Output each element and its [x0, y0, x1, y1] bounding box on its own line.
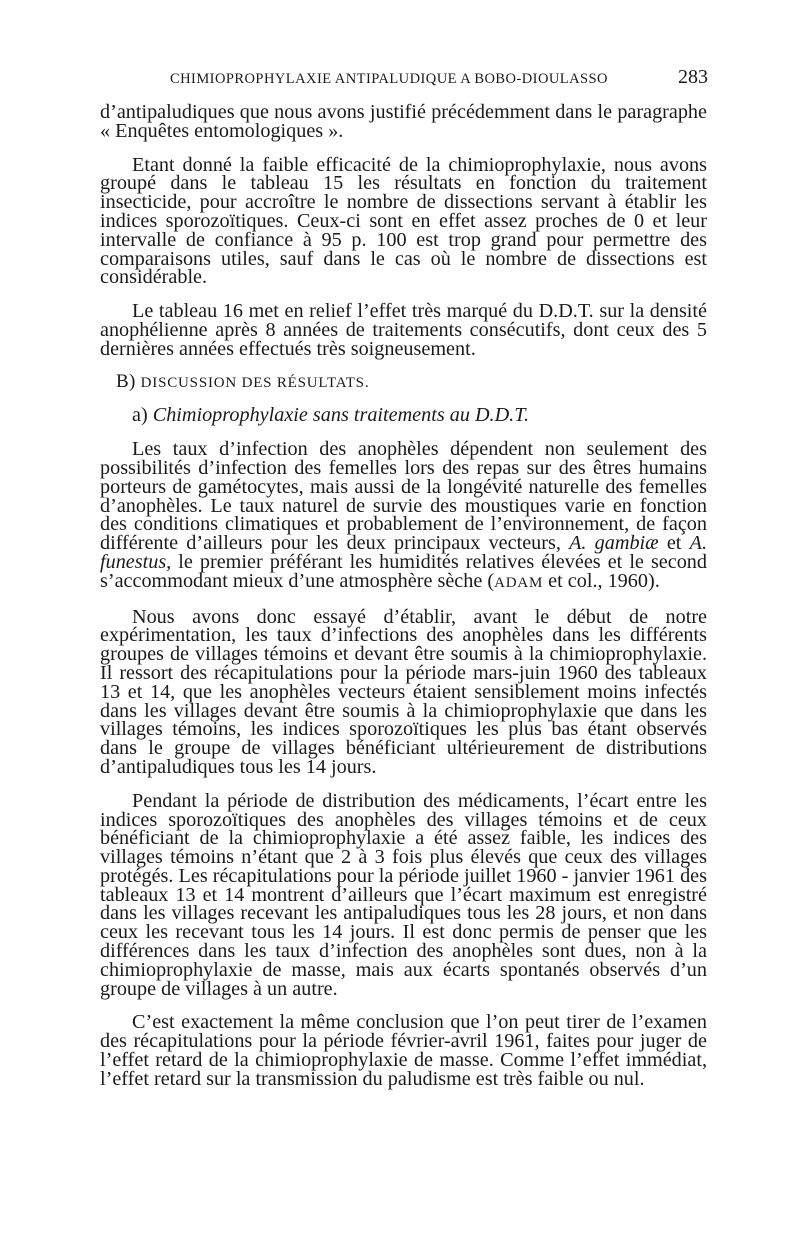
section-letter: B) — [116, 370, 136, 392]
page-number: 283 — [678, 66, 708, 88]
species-name-gambiae: A. gambiæ — [569, 532, 659, 555]
paragraph-distribution-period: Pendant la période de distribution des médicaments, l’écart entre les indices sporozoïtiques des anophèles des villages témoins et de ceux bénéficiant de la chimioprophylaxie a été assez faible, les indices des villages témoins n’étant que 2 à 3 fois plus élevés que ceux des villages protégés. Les récapitulations pour la période juillet 1960 - janvier 1961 des tableaux 13 et 14 montrent d’ailleurs que l’écart maximum est enregistré dans les villages recevant les antipaludiques tous les 28 jours, et non dans ceux les recevant tous les 14 jours. Il est donc permis de penser que les différences dans les taux d’infection des anophèles sont dues, non à la chimioprophylaxie de masse, mais aux écarts spontanés observés d’un groupe de villages à un autre. — [100, 789, 707, 1000]
paragraph-chimioprophylaxie-efficacy: Etant donné la faible efficacité de la chimioprophylaxie, nous avons groupé dans le tableau 15 les résultats en fonction du traitement insecticide, pour accroître le nombre de dissections servant à établir les indices sporozoïtiques. Ceux-ci sont en effet assez proches de 0 et leur intervalle de confiance à 95 p. 100 est trop grand pour permettre des comparaisons utiles, sauf dans le cas où le nombre de dissections est considérable. — [100, 153, 707, 289]
paragraph-conclusion: C’est exactement la même conclusion que l’on peut tirer de l’examen des récapitulations pour la période février-avril 1961, faites pour juger de l’effet retard de la chimioprophylaxie de masse. Comme l’effet immédiat, l’effet retard sur la transmission du paludisme est très faible ou nul. — [100, 1011, 707, 1090]
paragraph-ddt-density: Le tableau 16 met en relief l’effet très marqué du D.D.T. sur la densité anophélienne après 8 années de traitements consécutifs, dont ceux des 5 dernières années effectués très soigneusement. — [100, 300, 707, 360]
subsection-letter: a) — [132, 404, 148, 427]
text-run: le premier préférant les humidités relatives élevées et le second s’accommodant mieux d’une atmosphère sèche ( — [100, 550, 707, 592]
section-heading-discussion — [100, 370, 707, 393]
page-header — [100, 66, 712, 94]
author-name: ADAM — [494, 574, 544, 591]
text-run: Les taux d’infection des anophèles dépendent non seulement des possibilités d’infection des femelles lors des repas sur des êtres humains porteurs de gamétocytes, mais aussi de la longévité naturelle des femelles d’anophèles. Le taux naturel de survie des moustiques varie en fonction des conditions climatiques et probablement de l’environnement, de façon différente d’ailleurs pour les deux principaux vecteurs, — [100, 438, 707, 555]
paragraph-infection-rates — [100, 440, 707, 592]
running-title: CHIMIOPROPHYLAXIE ANTIPALUDIQUE A BOBO-DIOULASSO — [170, 71, 608, 87]
paragraph-pre-experiment: Nous avons donc essayé d’établir, avant le début de notre expérimentation, les taux d’infections des anophèles dans les différents groupes de villages témoins et devant être soumis à la chimioprophylaxie. Il ressort des récapitulations pour la période mars-juin 1960 des tableaux 13 et 14, que les anophèles vecteurs étaient sensiblement moins infectés dans les villages devant être soumis à la chimioprophylaxie que dans les villages témoins, les indices sporozoïtiques les plus bas étant observés dans le groupe de villages bénéficiant ultérieurement de distributions d’antipaludiques tous les 14 jours. — [100, 605, 707, 778]
text-run: et — [666, 532, 682, 555]
text-run: et col., 1960). — [548, 569, 660, 592]
section-title: DISCUSSION DES RÉSULTATS. — [140, 374, 370, 391]
page-body — [100, 103, 707, 1089]
subsection-title: Chimioprophylaxie sans traitements au D.D.T. — [152, 404, 529, 427]
paragraph-continuation: d’antipaludiques que nous avons justifié précédemment dans le paragraphe « Enquêtes entomologiques ». — [100, 101, 707, 142]
subsection-heading — [100, 406, 707, 425]
species-name-funestus: A. funestus, — [100, 532, 708, 573]
